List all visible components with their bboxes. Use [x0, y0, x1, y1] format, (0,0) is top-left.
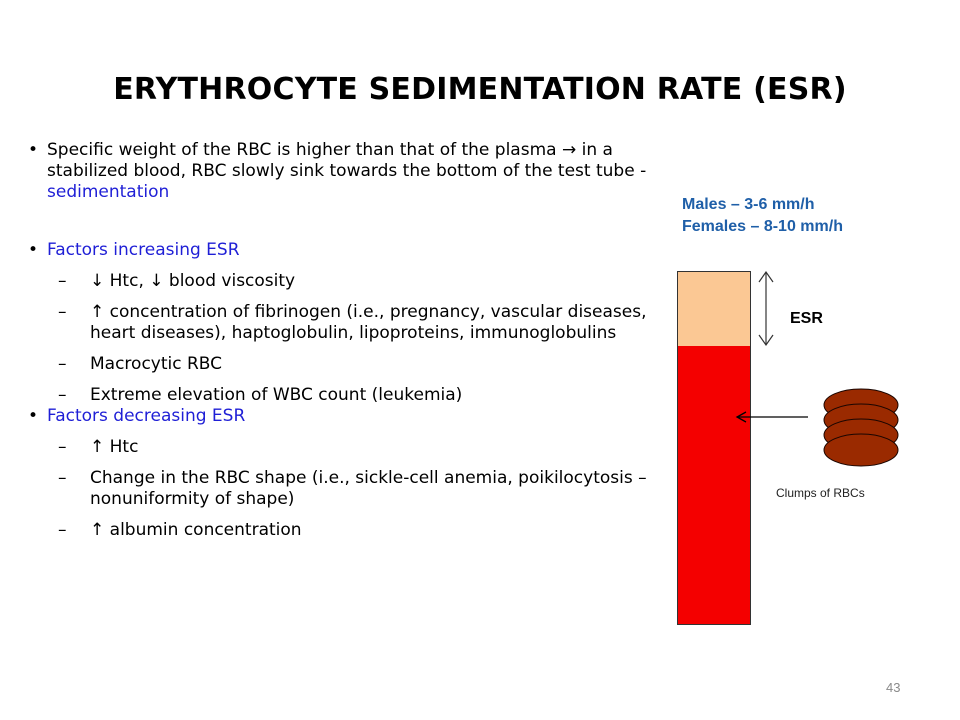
rbc-ellipse: [824, 434, 898, 466]
list-item-text: Change in the RBC shape (i.e., sickle-cell anemia, poikilocytosis – nonuniformity of shape): [90, 468, 647, 509]
list-item-text: ↑ albumin concentration: [90, 520, 302, 540]
list-item: – ↑ concentration of fibrinogen (i.e., pregnancy, vascular diseases, heart diseases), haptoglobulin, lipoproteins, immunoglobulins: [58, 302, 647, 343]
clumps-label: Clumps of RBCs: [776, 486, 865, 500]
females-range: Females – 8-10 mm/h: [682, 218, 843, 235]
page-number: 43: [886, 680, 901, 695]
list-item: – Extreme elevation of WBC count (leukemia): [58, 385, 463, 405]
slide-title: ERYTHROCYTE SEDIMENTATION RATE (ESR): [113, 72, 847, 107]
list-item: – Macrocytic RBC: [58, 354, 223, 374]
definition-highlight: sedimentation: [47, 182, 170, 202]
decreasing-heading: Factors decreasing ESR: [47, 406, 246, 426]
list-item: – ↓ Htc, ↓ blood viscosity: [58, 271, 296, 291]
list-item: – ↑ albumin concentration: [58, 520, 302, 540]
esr-label: ESR: [790, 310, 823, 327]
esr-range-arrow: [759, 272, 773, 345]
definition-text: Specific weight of the RBC is higher than that of the plasma → in a stabilized blood, RBC slowly sink towards the bottom of the test tube -: [47, 140, 647, 181]
increasing-heading: Factors increasing ESR: [47, 240, 240, 260]
males-range: Males – 3-6 mm/h: [682, 196, 815, 213]
rbc-clump: [824, 389, 898, 466]
list-item-text: ↑ concentration of fibrinogen (i.e., pregnancy, vascular diseases, heart diseases), haptoglobulin, lipoproteins, immunoglobulins: [90, 302, 647, 343]
list-item-text: ↑ Htc: [90, 437, 139, 457]
list-item: – Change in the RBC shape (i.e., sickle-cell anemia, poikilocytosis – nonuniformity of shape): [58, 468, 647, 509]
list-item: – ↑ Htc: [58, 437, 139, 457]
list-item-text: ↓ Htc, ↓ blood viscosity: [90, 271, 296, 291]
pointer-arrow: [737, 412, 808, 422]
list-item-text: Extreme elevation of WBC count (leukemia): [90, 385, 463, 405]
list-item-text: Macrocytic RBC: [90, 354, 223, 374]
